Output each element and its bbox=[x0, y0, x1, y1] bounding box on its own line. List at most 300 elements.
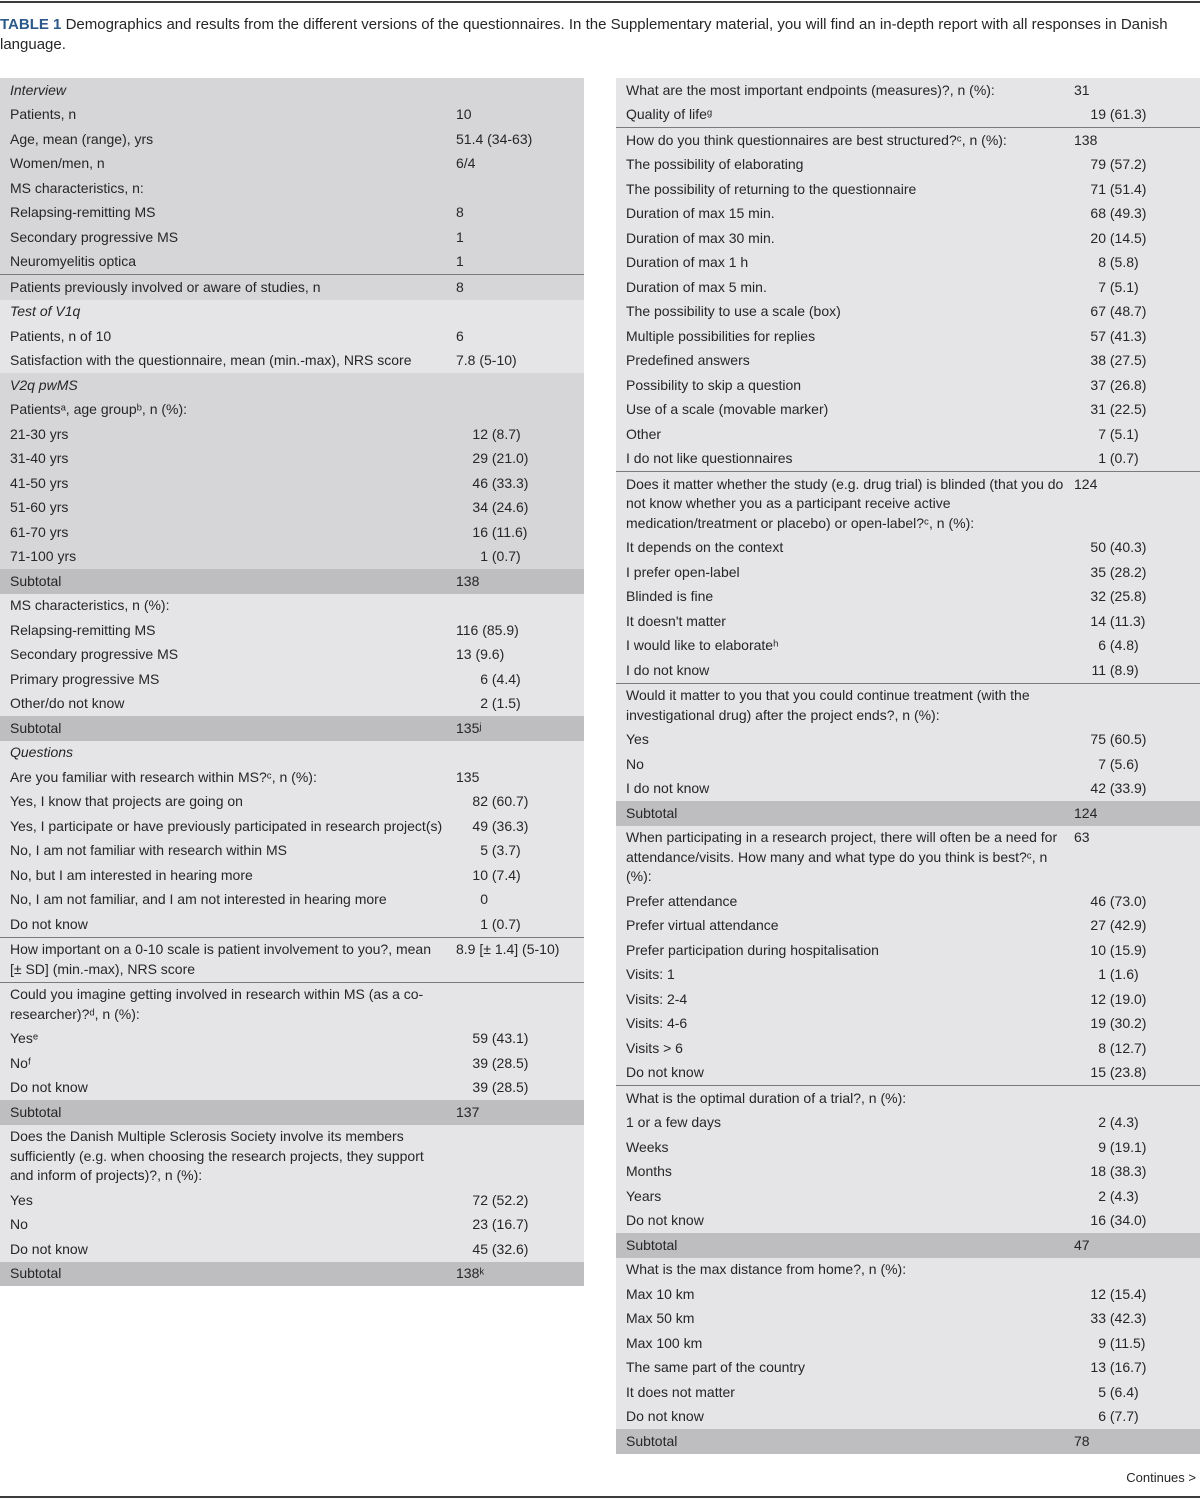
table-row bbox=[0, 1027, 584, 1052]
row-label: Prefer participation during hospitalisation bbox=[626, 941, 879, 958]
table-row bbox=[0, 1125, 584, 1189]
row-label: Prefer attendance bbox=[626, 892, 738, 909]
row-value: 45 (32.6) bbox=[472, 1240, 529, 1257]
table-row bbox=[616, 1135, 1200, 1160]
row-value: 7 (5.6) bbox=[1098, 755, 1139, 772]
row-value: 31 bbox=[1074, 81, 1090, 98]
table-row bbox=[0, 447, 584, 472]
row-label: Patients, n bbox=[10, 106, 77, 122]
table-row bbox=[616, 226, 1200, 251]
row-value: 59 (43.1) bbox=[472, 1030, 529, 1046]
row-label: Would it matter to you that you could continue treatment (with the investigational drug) after the project ends?, n (%): bbox=[626, 687, 1030, 723]
row-value: 0 bbox=[480, 891, 488, 907]
row-label: No bbox=[626, 755, 644, 772]
subtotal-row bbox=[616, 801, 1200, 826]
row-value: 10 (15.9) bbox=[1090, 941, 1147, 958]
row-label: Patients previously involved or aware of studies, n bbox=[10, 278, 321, 295]
row-value: 1 bbox=[456, 253, 464, 269]
table-row bbox=[616, 1184, 1200, 1209]
table-row bbox=[616, 1331, 1200, 1356]
row-label: I do not know bbox=[626, 780, 710, 796]
row-value: 35 (28.2) bbox=[1090, 563, 1147, 580]
row-label: Noᶠ bbox=[10, 1054, 32, 1071]
row-label: Does the Danish Multiple Sclerosis Society involve its members sufficiently (e.g. when choosing the research projects, they support and inform of projects)?, n (%): bbox=[10, 1128, 424, 1183]
table-row bbox=[0, 225, 584, 250]
row-value: 37 (26.8) bbox=[1090, 376, 1147, 393]
top-rule bbox=[0, 1, 1200, 3]
row-value: 72 (52.2) bbox=[472, 1191, 529, 1208]
table-row bbox=[0, 152, 584, 177]
row-value: 9 (11.5) bbox=[1098, 1334, 1146, 1351]
table-row bbox=[616, 1307, 1200, 1332]
row-label: Other/do not know bbox=[10, 695, 125, 711]
row-value: 2 (4.3) bbox=[1098, 1114, 1139, 1130]
table-row bbox=[616, 1209, 1200, 1234]
table-row bbox=[616, 177, 1200, 202]
row-value: 116 (85.9) bbox=[456, 621, 519, 638]
row-value: 50 (40.3) bbox=[1090, 539, 1147, 555]
table-row bbox=[616, 752, 1200, 777]
row-label: I would like to elaborateʰ bbox=[626, 637, 779, 653]
row-label: 1 or a few days bbox=[626, 1114, 721, 1130]
table-row bbox=[616, 728, 1200, 753]
table-row bbox=[0, 545, 584, 570]
row-label: Multiple possibilities for replies bbox=[626, 327, 816, 344]
row-value: 12 (8.7) bbox=[472, 425, 521, 442]
row-value: 6 bbox=[456, 327, 464, 344]
row-value: 46 (73.0) bbox=[1090, 892, 1147, 909]
row-label: Test of V1q bbox=[10, 303, 81, 319]
row-value: 137 bbox=[456, 1103, 480, 1120]
row-value: 13 (9.6) bbox=[456, 646, 505, 662]
row-label: Yes bbox=[10, 1191, 33, 1208]
bottom-rule bbox=[0, 1496, 1200, 1498]
row-value: 7.8 (5-10) bbox=[456, 352, 517, 368]
table-row bbox=[616, 777, 1200, 802]
row-label: Subtotal bbox=[626, 1236, 678, 1253]
row-label: It does not matter bbox=[626, 1383, 735, 1400]
row-value bbox=[1074, 1086, 1200, 1111]
row-value: 32 (25.8) bbox=[1090, 588, 1147, 604]
table-row bbox=[0, 1237, 584, 1262]
row-label: Visits > 6 bbox=[626, 1039, 683, 1056]
row-value: 13 (16.7) bbox=[1090, 1359, 1147, 1375]
table-row bbox=[616, 1160, 1200, 1185]
table-row bbox=[0, 912, 584, 937]
row-value bbox=[456, 983, 584, 1027]
table-caption bbox=[0, 15, 1190, 55]
subtotal-row bbox=[0, 1100, 584, 1125]
table-row bbox=[616, 300, 1200, 325]
table-row bbox=[0, 78, 584, 103]
row-label: Relapsing-remitting MS bbox=[10, 621, 156, 638]
row-label: Secondary progressive MS bbox=[10, 228, 179, 245]
row-value: 6/4 bbox=[456, 155, 476, 171]
row-label: Are you familiar with research within MS?ᶜ, n (%): bbox=[10, 768, 317, 785]
subtotal-row bbox=[0, 716, 584, 741]
row-value: 78 bbox=[1074, 1432, 1090, 1449]
table-row bbox=[0, 349, 584, 374]
row-value: 7 (5.1) bbox=[1098, 425, 1139, 442]
row-value: 9 (19.1) bbox=[1098, 1138, 1147, 1155]
table-row bbox=[616, 1380, 1200, 1405]
table-row bbox=[616, 889, 1200, 914]
table-row bbox=[0, 398, 584, 423]
table-row bbox=[0, 103, 584, 128]
row-value bbox=[1074, 1258, 1200, 1283]
row-label: Prefer virtual attendance bbox=[626, 917, 779, 933]
table-row bbox=[616, 1036, 1200, 1061]
row-label: 21-30 yrs bbox=[10, 425, 69, 442]
caption-text: Demographics and results from the different versions of the questionnaires. In the Supplementary material, you will find an in-depth report with all responses in Danish language. bbox=[0, 16, 1168, 53]
table-row bbox=[616, 127, 1200, 153]
table-row bbox=[616, 251, 1200, 276]
row-label: No, I am not familiar with research within MS bbox=[10, 842, 287, 858]
row-label: Subtotal bbox=[626, 804, 678, 821]
row-value: 75 (60.5) bbox=[1090, 731, 1147, 747]
row-label: 31-40 yrs bbox=[10, 450, 69, 466]
row-value: 1 (1.6) bbox=[1098, 966, 1139, 982]
table-row bbox=[616, 398, 1200, 423]
row-label: When participating in a research project, there will often be a need for attendance/visits. How many and what type do you think is best?ᶜ, n (%): bbox=[626, 829, 1058, 884]
row-value: 135ʲ bbox=[456, 719, 482, 736]
table-row bbox=[0, 1076, 584, 1101]
table-row bbox=[616, 609, 1200, 634]
table-row bbox=[0, 692, 584, 717]
row-label: Do not know bbox=[10, 915, 88, 932]
table-row bbox=[616, 1258, 1200, 1283]
table-row bbox=[0, 250, 584, 275]
row-label: V2q pwMS bbox=[10, 376, 78, 393]
row-value bbox=[456, 300, 584, 325]
table-row bbox=[616, 275, 1200, 300]
row-label: Max 50 km bbox=[626, 1310, 695, 1326]
table-row bbox=[616, 1405, 1200, 1430]
row-label: Primary progressive MS bbox=[10, 670, 160, 687]
table-row bbox=[616, 938, 1200, 963]
row-value: 8 bbox=[456, 278, 464, 295]
row-value: 20 (14.5) bbox=[1090, 229, 1147, 246]
table-row bbox=[0, 274, 584, 300]
row-label: I do not like questionnaires bbox=[626, 450, 793, 466]
row-value: 138ᵏ bbox=[456, 1265, 485, 1281]
row-value: 57 (41.3) bbox=[1090, 327, 1147, 344]
row-value: 8 bbox=[456, 204, 464, 220]
table-row bbox=[616, 1111, 1200, 1136]
row-value: 19 (61.3) bbox=[1090, 106, 1147, 122]
row-label: MS characteristics, n (%): bbox=[10, 597, 170, 613]
row-value bbox=[456, 398, 584, 423]
row-label: The possibility of returning to the questionnaire bbox=[626, 180, 917, 197]
row-label: Yesᵉ bbox=[10, 1030, 39, 1046]
table-row bbox=[0, 814, 584, 839]
row-value: 1 (0.7) bbox=[480, 915, 521, 932]
row-label: Visits: 2-4 bbox=[626, 990, 688, 1007]
table-row bbox=[0, 373, 584, 398]
row-value: 124 bbox=[1074, 804, 1098, 821]
row-label: I prefer open-label bbox=[626, 563, 740, 580]
row-value: 16 (34.0) bbox=[1090, 1212, 1147, 1228]
row-label: 51-60 yrs bbox=[10, 499, 69, 515]
row-value: 23 (16.7) bbox=[472, 1216, 529, 1232]
table-row bbox=[616, 373, 1200, 398]
row-label: Possibility to skip a question bbox=[626, 376, 802, 393]
row-value: 63 bbox=[1074, 829, 1090, 845]
row-label: Relapsing-remitting MS bbox=[10, 204, 156, 220]
row-value: 34 (24.6) bbox=[472, 499, 529, 515]
row-value: 14 (11.3) bbox=[1090, 612, 1146, 629]
table-row bbox=[616, 560, 1200, 585]
row-value: 12 (15.4) bbox=[1090, 1285, 1147, 1302]
row-value: 138 bbox=[1074, 131, 1098, 148]
row-label: Subtotal bbox=[626, 1432, 678, 1449]
row-label: Yes, I participate or have previously participated in research project(s) bbox=[10, 817, 443, 834]
row-value bbox=[456, 741, 584, 766]
row-label: I do not know bbox=[626, 661, 710, 678]
row-label: Duration of max 1 h bbox=[626, 254, 749, 270]
row-label: Duration of max 15 min. bbox=[626, 205, 775, 221]
row-value: 18 (38.3) bbox=[1090, 1163, 1147, 1179]
row-value: 2 (1.5) bbox=[480, 695, 521, 711]
table-row bbox=[0, 863, 584, 888]
row-label: Duration of max 5 min. bbox=[626, 278, 767, 295]
table-row bbox=[0, 594, 584, 619]
row-label: What are the most important endpoints (measures)?, n (%): bbox=[626, 81, 995, 98]
row-label: No, I am not familiar, and I am not interested in hearing more bbox=[10, 891, 387, 907]
row-label: Do not know bbox=[626, 1212, 704, 1228]
row-value: 7 (5.1) bbox=[1098, 278, 1139, 295]
row-value: 39 (28.5) bbox=[472, 1079, 529, 1095]
row-label: Age, mean (range), yrs bbox=[10, 130, 154, 147]
row-value: 12 (19.0) bbox=[1090, 990, 1147, 1007]
row-value: 6 (4.4) bbox=[480, 670, 521, 687]
row-label: Max 100 km bbox=[626, 1334, 703, 1351]
table-row bbox=[0, 496, 584, 521]
row-value bbox=[456, 1125, 584, 1189]
table-row bbox=[0, 618, 584, 643]
table-row bbox=[616, 1012, 1200, 1037]
row-value: 82 (60.7) bbox=[472, 793, 529, 809]
row-value bbox=[1074, 684, 1200, 728]
row-label: Blinded is fine bbox=[626, 588, 714, 604]
row-value: 10 (7.4) bbox=[472, 866, 521, 883]
table-label: TABLE 1 bbox=[0, 16, 62, 33]
row-label: Do not know bbox=[10, 1240, 88, 1257]
row-label: The possibility to use a scale (box) bbox=[626, 303, 841, 319]
row-label: Months bbox=[626, 1163, 672, 1179]
row-label: Neuromyelitis optica bbox=[10, 253, 137, 269]
row-value: 15 (23.8) bbox=[1090, 1064, 1147, 1080]
row-label: Women/men, n bbox=[10, 155, 105, 171]
row-value: 135 bbox=[456, 768, 480, 785]
row-label: Secondary progressive MS bbox=[10, 646, 179, 662]
subtotal-row bbox=[0, 569, 584, 594]
table-row bbox=[616, 471, 1200, 536]
row-label: It depends on the context bbox=[626, 539, 784, 555]
row-value: 67 (48.7) bbox=[1090, 303, 1147, 319]
table-row bbox=[616, 1085, 1200, 1111]
row-label: Max 10 km bbox=[626, 1285, 695, 1302]
subtotal-row bbox=[0, 1262, 584, 1287]
row-value: 6 (7.7) bbox=[1098, 1408, 1139, 1424]
row-label: How important on a 0-10 scale is patient involvement to you?, mean [± SD] (min.-max), NRS score bbox=[10, 941, 432, 977]
row-value bbox=[456, 176, 584, 201]
row-value: 16 (11.6) bbox=[472, 523, 528, 540]
table-row bbox=[0, 300, 584, 325]
row-value: 47 bbox=[1074, 1236, 1090, 1253]
row-value: 5 (6.4) bbox=[1098, 1383, 1139, 1400]
row-label: Do not know bbox=[10, 1079, 88, 1095]
row-label: Do not know bbox=[626, 1408, 704, 1424]
row-value bbox=[456, 594, 584, 619]
table-row bbox=[0, 1051, 584, 1076]
row-value: 1 (0.7) bbox=[480, 548, 521, 564]
row-value: 10 bbox=[456, 106, 472, 122]
row-label: Questions bbox=[10, 744, 74, 760]
row-label: How do you think questionnaires are best structured?ᶜ, n (%): bbox=[626, 131, 1007, 148]
row-label: Does it matter whether the study (e.g. drug trial) is blinded (that you do not know whether you as a participant receive active medication/treatment or placebo) or open-label?ᶜ, n (%): bbox=[626, 475, 1064, 531]
row-label: The same part of the country bbox=[626, 1359, 805, 1375]
row-value: 8.9 [± 1.4] (5-10) bbox=[456, 941, 560, 957]
table-row bbox=[616, 1356, 1200, 1381]
row-value: 8 (12.7) bbox=[1098, 1039, 1147, 1056]
table-row bbox=[0, 982, 584, 1027]
row-label: What is the optimal duration of a trial?, n (%): bbox=[626, 1089, 907, 1106]
row-label: Subtotal bbox=[10, 572, 62, 589]
table-row bbox=[616, 349, 1200, 374]
table-row bbox=[0, 741, 584, 766]
table-row bbox=[0, 765, 584, 790]
table-row bbox=[0, 324, 584, 349]
table-row bbox=[616, 536, 1200, 561]
table-left-column bbox=[0, 78, 584, 1286]
subtotal-row bbox=[616, 1233, 1200, 1258]
table-row bbox=[0, 422, 584, 447]
row-value: 124 bbox=[1074, 475, 1098, 492]
row-label: The possibility of elaborating bbox=[626, 156, 804, 172]
row-label: Visits: 1 bbox=[626, 966, 675, 982]
row-value: 51.4 (34-63) bbox=[456, 130, 533, 147]
row-label: Subtotal bbox=[10, 719, 62, 736]
row-value: 39 (28.5) bbox=[472, 1054, 529, 1071]
row-value bbox=[456, 373, 584, 398]
row-label: Interview bbox=[10, 81, 67, 98]
table-row bbox=[616, 826, 1200, 890]
table-row bbox=[616, 1282, 1200, 1307]
subtotal-row bbox=[616, 1429, 1200, 1454]
row-label: Years bbox=[626, 1187, 662, 1204]
table-right-column bbox=[616, 78, 1200, 1454]
row-label: Do not know bbox=[626, 1064, 704, 1080]
row-value: 79 (57.2) bbox=[1090, 156, 1147, 172]
row-label: No, but I am interested in hearing more bbox=[10, 866, 253, 883]
table-row bbox=[0, 839, 584, 864]
table-row bbox=[616, 103, 1200, 128]
row-label: It doesn't matter bbox=[626, 612, 726, 629]
table-row bbox=[0, 1213, 584, 1238]
row-label: Quality of lifeᵍ bbox=[626, 106, 713, 122]
row-label: Visits: 4-6 bbox=[626, 1015, 688, 1031]
row-value: 19 (30.2) bbox=[1090, 1015, 1147, 1031]
table-row bbox=[616, 963, 1200, 988]
table-row bbox=[616, 914, 1200, 939]
row-label: Other bbox=[626, 425, 662, 442]
row-label: No bbox=[10, 1216, 28, 1232]
table-row bbox=[0, 790, 584, 815]
row-value: 31 (22.5) bbox=[1090, 401, 1147, 417]
row-label: Satisfaction with the questionnaire, mean (min.-max), NRS score bbox=[10, 352, 412, 368]
row-label: Predefined answers bbox=[626, 352, 750, 368]
row-label: Patientsᵃ, age groupᵇ, n (%): bbox=[10, 401, 188, 417]
table-row bbox=[0, 667, 584, 692]
table-row bbox=[616, 153, 1200, 178]
row-value: 2 (4.3) bbox=[1098, 1187, 1139, 1204]
table-row bbox=[616, 987, 1200, 1012]
table-row bbox=[0, 471, 584, 496]
row-value: 46 (33.3) bbox=[472, 474, 529, 491]
row-value: 5 (3.7) bbox=[480, 842, 521, 858]
row-label: Use of a scale (movable marker) bbox=[626, 401, 829, 417]
table-row bbox=[0, 176, 584, 201]
table-row bbox=[616, 447, 1200, 472]
row-label: Yes bbox=[626, 731, 649, 747]
row-value: 49 (36.3) bbox=[472, 817, 529, 834]
row-value: 33 (42.3) bbox=[1090, 1310, 1147, 1326]
table-row bbox=[0, 201, 584, 226]
row-value: 68 (49.3) bbox=[1090, 205, 1147, 221]
table-row bbox=[616, 422, 1200, 447]
table-row bbox=[616, 324, 1200, 349]
table-row bbox=[616, 683, 1200, 728]
row-label: Subtotal bbox=[10, 1103, 62, 1120]
table-row bbox=[616, 1061, 1200, 1086]
row-value: 71 (51.4) bbox=[1090, 180, 1147, 197]
row-label: 41-50 yrs bbox=[10, 474, 69, 491]
table-row bbox=[616, 658, 1200, 683]
row-value: 11 (8.9) bbox=[1091, 661, 1139, 678]
row-value: 138 bbox=[456, 572, 480, 589]
row-label: 71-100 yrs bbox=[10, 548, 77, 564]
table-row bbox=[616, 78, 1200, 103]
row-label: Yes, I know that projects are going on bbox=[10, 793, 243, 809]
row-label: Duration of max 30 min. bbox=[626, 229, 775, 246]
table-row bbox=[0, 1188, 584, 1213]
row-value: 27 (42.9) bbox=[1090, 917, 1147, 933]
row-value: 6 (4.8) bbox=[1098, 637, 1139, 653]
row-label: Patients, n of 10 bbox=[10, 327, 112, 344]
table-row bbox=[616, 585, 1200, 610]
row-value: 8 (5.8) bbox=[1098, 254, 1139, 270]
row-value: 42 (33.9) bbox=[1090, 780, 1147, 796]
row-value: 1 bbox=[456, 228, 464, 245]
table-row bbox=[0, 520, 584, 545]
table-row bbox=[0, 937, 584, 982]
row-value bbox=[456, 78, 584, 103]
table-row bbox=[0, 888, 584, 913]
row-label: Subtotal bbox=[10, 1265, 62, 1281]
table-row bbox=[616, 634, 1200, 659]
row-label: Could you imagine getting involved in research within MS (as a co-researcher)?ᵈ, n (%): bbox=[10, 986, 424, 1022]
table-row bbox=[0, 643, 584, 668]
row-value: 1 (0.7) bbox=[1098, 450, 1139, 466]
row-label: What is the max distance from home?, n (%): bbox=[626, 1261, 907, 1277]
row-label: MS characteristics, n: bbox=[10, 179, 144, 196]
table-row bbox=[0, 127, 584, 152]
continues-label: Continues > bbox=[1126, 1470, 1196, 1485]
row-value: 29 (21.0) bbox=[472, 450, 529, 466]
row-label: Weeks bbox=[626, 1138, 669, 1155]
row-label: 61-70 yrs bbox=[10, 523, 69, 540]
